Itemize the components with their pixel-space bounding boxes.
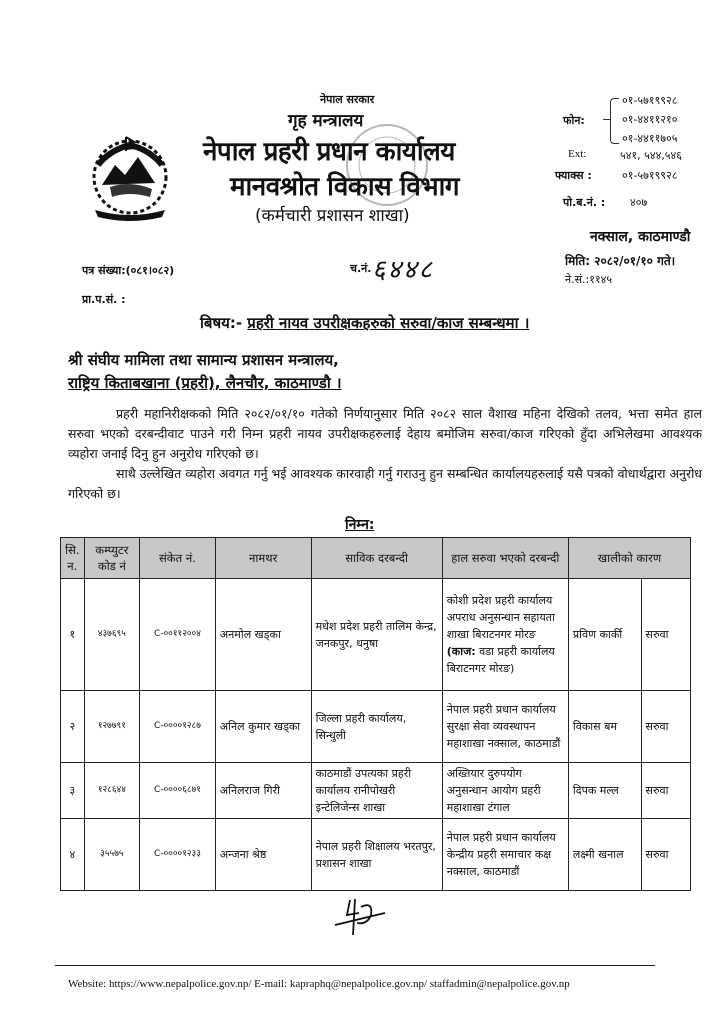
- header-previous: साविक दरबन्दी: [311, 538, 442, 579]
- cell-code: ३५५७५: [84, 819, 139, 891]
- letter-number: पत्र संख्या:(०८१।०८२): [82, 264, 175, 277]
- deputation-label: (काज:: [446, 645, 476, 658]
- cell-vacancy-name: प्रविण कार्की: [568, 579, 641, 691]
- cell-symbol: C-००११२००४: [140, 579, 216, 691]
- body-paragraph-2: साथै उल्लेखित व्यहोरा अवगत गर्नु भई आवश्यक कारवाही गर्नु गराउनु हुन सम्बन्धित कार्यालयहरुलाई यसै पत्रको वोधार्थद्वारा अनुरोध गरिएको छ।: [68, 466, 702, 501]
- header-sn: सि. न.: [61, 538, 85, 579]
- dispatch-number: ६४४८: [372, 255, 435, 285]
- footer-divider: [55, 965, 655, 966]
- cell-previous: मधेश प्रदेश प्रहरी तालिम केन्द्र, जनकपुर, धनुषा: [311, 579, 442, 691]
- phone-label: फोन:: [563, 114, 585, 127]
- cell-current: नेपाल प्रहरी प्रधान कार्यालय केन्द्रीय प्रहरी समाचार कक्ष नक्साल, काठमाडौं: [442, 819, 568, 891]
- header-name: नामथर: [215, 538, 311, 579]
- subject-line: [200, 313, 529, 333]
- subject-label: बिषय:-: [200, 314, 243, 332]
- current-posting: कोशी प्रदेश प्रहरी कार्यालय अपराध अनुसन्धान सहायता शाखा बिराटनगर मोरङ: [446, 594, 555, 641]
- cell-name: अनमोल खड्का: [215, 579, 311, 691]
- signature-icon: [325, 895, 395, 940]
- ministry-name: गृह मन्त्रालय: [288, 111, 364, 131]
- ext-label: Ext:: [568, 148, 587, 160]
- cell-name: अनिल कुमार खड्का: [215, 691, 311, 763]
- cell-vacancy-type: सरुवा: [641, 579, 690, 691]
- header-code: कम्प्युटर कोड नं: [84, 538, 139, 579]
- phone-3: ०१-४४११७०५: [622, 132, 678, 145]
- cell-vacancy-name: विकास बम: [568, 691, 641, 763]
- cell-current: [442, 579, 568, 691]
- letter-date: मिति: २०८२/०१/१० गते।: [565, 254, 676, 268]
- table-header-row: [61, 538, 691, 579]
- nepal-sambat: ने.सं.:११४५: [565, 273, 613, 286]
- cell-name: अन्जना श्रेष्ठ: [215, 819, 311, 891]
- addressee-line-1: श्री संघीय मामिला तथा सामान्य प्रशासन मन्त्रालय,: [68, 351, 339, 369]
- cell-vacancy-type: सरुवा: [641, 691, 690, 763]
- addressee-line-2: राष्ट्रिय किताबखाना (प्रहरी), लैनचौर, काठमाण्डौ ।: [68, 374, 342, 392]
- transfer-table: [60, 537, 691, 891]
- table-row: [61, 691, 691, 763]
- body-paragraph-1: प्रहरी महानिरीक्षकको मिति २०८२/०१/१० गतेको निर्णयानुसार मिति २०८२ साल वैशाख महिना देखिको तलव, भत्ता समेत हाल सरुवा भएको दरबन्दीवाट पाउने गरी निम्न प्रहरी नायव उपरीक्षकहरुलाई देहाय बमोजिम सरुवा/काज गरिएको हुँदा अभिलेखमा आवश्यक व्यहोरा जनाई दिनु हुन अनुरोध गरिएको छ।: [68, 406, 702, 461]
- cell-previous: काठमाडौं उपत्यका प्रहरी कार्यालय रानीपोखरी इन्टेलिजेन्स शाखा: [311, 763, 442, 819]
- cell-code: १२८६४४: [84, 763, 139, 819]
- cell-current: नेपाल प्रहरी प्रधान कार्यालय सुरक्षा सेवा व्यवस्थापन महाशाखा नक्साल, काठमाडौं: [442, 691, 568, 763]
- cell-previous: नेपाल प्रहरी शिक्षालय भरतपुर, प्रशासन शाखा: [311, 819, 442, 891]
- table-row: [61, 579, 691, 691]
- cell-vacancy-name: दिपक मल्ल: [568, 763, 641, 819]
- deputation-note: वडा प्रहरी कार्यालय बिराटनगर मोरङ): [446, 645, 555, 675]
- po-box-label: पो.ब.नं. :: [563, 196, 606, 209]
- cell-name: अनिलराज गिरी: [215, 763, 311, 819]
- header-symbol: संकेत नं.: [140, 538, 216, 579]
- office-location: नक्साल, काठमाण्डौ: [590, 229, 691, 245]
- cell-sn: ३: [61, 763, 85, 819]
- prps-label: प्रा.प.सं. :: [82, 293, 126, 306]
- table-row: [61, 819, 691, 891]
- government-name: नेपाल सरकार: [320, 93, 375, 106]
- phone-1: ०१-५७१९९२८: [622, 94, 678, 107]
- table-row: [61, 763, 691, 819]
- fax-value: ०१-५७१९९२८: [622, 169, 678, 182]
- cell-vacancy-type: सरुवा: [641, 819, 690, 891]
- header-vacancy: खालीको कारण: [568, 538, 690, 579]
- header-current: हाल सरुवा भएको दरबन्दी: [442, 538, 568, 579]
- office-name: नेपाल प्रहरी प्रधान कार्यालय: [203, 137, 455, 167]
- cell-sn: ४: [61, 819, 85, 891]
- cell-previous: जिल्ला प्रहरी कार्यालय, सिन्धुली: [311, 691, 442, 763]
- cell-symbol: C-००००१२८७: [140, 691, 216, 763]
- ext-value: ५४१, ५४४,५४६: [620, 149, 682, 162]
- cell-symbol: C-००००६८७१: [140, 763, 216, 819]
- branch-name: (कर्मचारी प्रशासन शाखा): [255, 206, 410, 226]
- table-title: निम्न:: [345, 517, 375, 533]
- cell-sn: १: [61, 579, 85, 691]
- fax-label: फ्याक्स :: [555, 169, 592, 182]
- office-stamp-icon: [340, 110, 435, 220]
- cell-symbol: C-००००१२३३: [140, 819, 216, 891]
- brace-tick: [603, 119, 610, 120]
- cell-vacancy-type: सरुवा: [641, 763, 690, 819]
- phone-2: ०१-४४११२१०: [622, 113, 678, 126]
- cell-code: १२७७९१: [84, 691, 139, 763]
- brace-icon: [610, 98, 619, 144]
- po-box-value: ४०७: [630, 196, 648, 209]
- cell-code: ४३७६९५: [84, 579, 139, 691]
- cell-current: अख्तियार दुरुपयोग अनुसन्धान आयोग प्रहरी महाशाखा टंगाल: [442, 763, 568, 819]
- subject-text: प्रहरी नायव उपरीक्षकहरुको सरुवा/काज सम्बन्धमा ।: [247, 314, 530, 332]
- cell-sn: २: [61, 691, 85, 763]
- cell-vacancy-name: लक्ष्मी खनाल: [568, 819, 641, 891]
- department-name: मानवश्रोत विकास विभाग: [230, 172, 460, 202]
- letter-body: [68, 404, 702, 504]
- nepal-emblem-icon: [80, 125, 180, 225]
- dispatch-label: च.नं.: [350, 262, 372, 275]
- footer-contact: Website: https://www.nepalpolice.gov.np/ E-mail: kapraphq@nepalpolice.gov.np/ staffadmin@nepalpolice.gov.np: [68, 978, 570, 990]
